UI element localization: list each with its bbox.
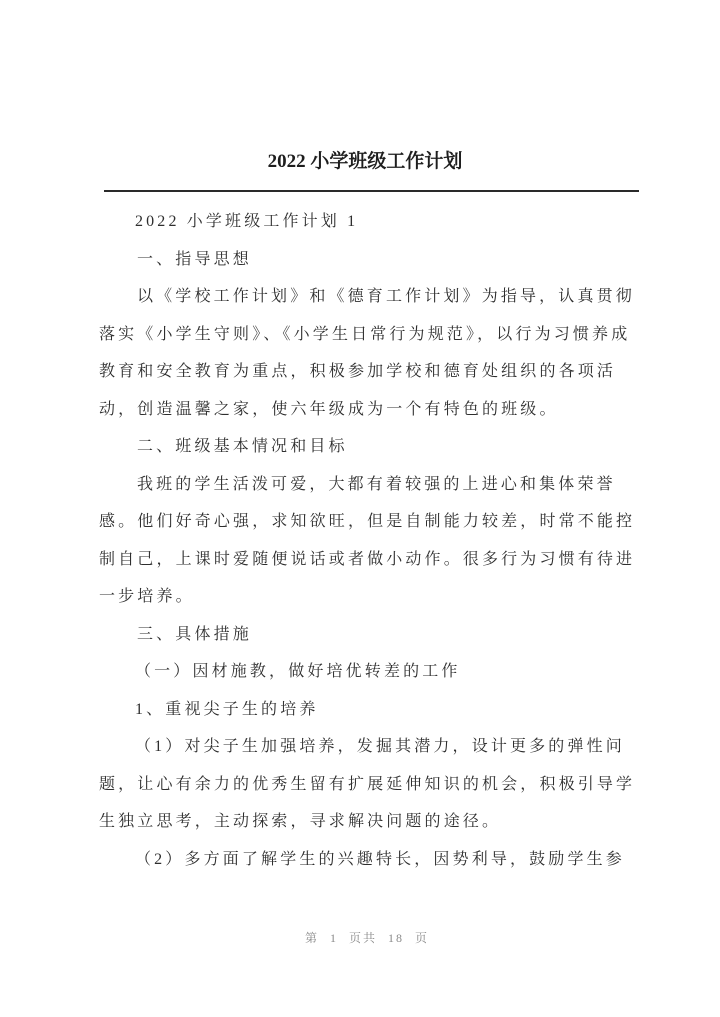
paragraph-line: 落实《小学生守则》、《小学生日常行为规范》，以行为习惯养成 [99,325,631,343]
heading-guiding-ideas: 一、指导思想 [137,250,252,268]
paragraph-line: 制自己，上课时爱随便说话或者做小动作。很多行为习惯有待进 [99,550,636,568]
paragraph-line: 感。他们好奇心强，求知欲旺，但是自制能力较差，时常不能控 [99,513,636,530]
paragraph-line: 我班的学生活泼可爱，大都有着较强的上进心和集体荣誉 [137,475,616,493]
document-title: 2022 小学班级工作计划 [267,151,463,172]
paragraph-line: 动，创造温馨之家，使六年级成为一个有特色的班级。 [99,400,559,418]
paragraph-line: 教育和安全教育为重点，积极参加学校和德育处组织的各项活 [99,363,617,380]
paragraph-line: 题，让心有余力的优秀生留有扩展延伸知识的机会，积极引导学 [99,775,636,793]
subheading-top-students: 1、重视尖子生的培养 [135,700,319,718]
title-divider [104,190,639,192]
paragraph-line: 生独立思考，主动探索，寻求解决问题的途径。 [99,813,502,830]
paragraph-line: 以《学校工作计划》和《德育工作计划》为指导，认真贯彻 [137,288,635,305]
paragraph-line: （2）多方面了解学生的兴趣特长，因势利导，鼓励学生参 [135,850,625,868]
page-number-footer: 第 1 页共 18 页 [304,931,429,945]
subheading-teaching: （一）因材施教，做好培优转差的工作 [135,663,461,680]
document-body [99,203,644,878]
paragraph-line: 一步培养。 [99,588,195,605]
heading-measures: 三、具体措施 [137,625,252,643]
section-subtitle: 2022 小学班级工作计划 1 [135,213,359,230]
paragraph-line: （1）对尖子生加强培养，发掘其潜力，设计更多的弹性问 [135,738,625,755]
heading-class-situation: 二、班级基本情况和目标 [137,438,348,455]
